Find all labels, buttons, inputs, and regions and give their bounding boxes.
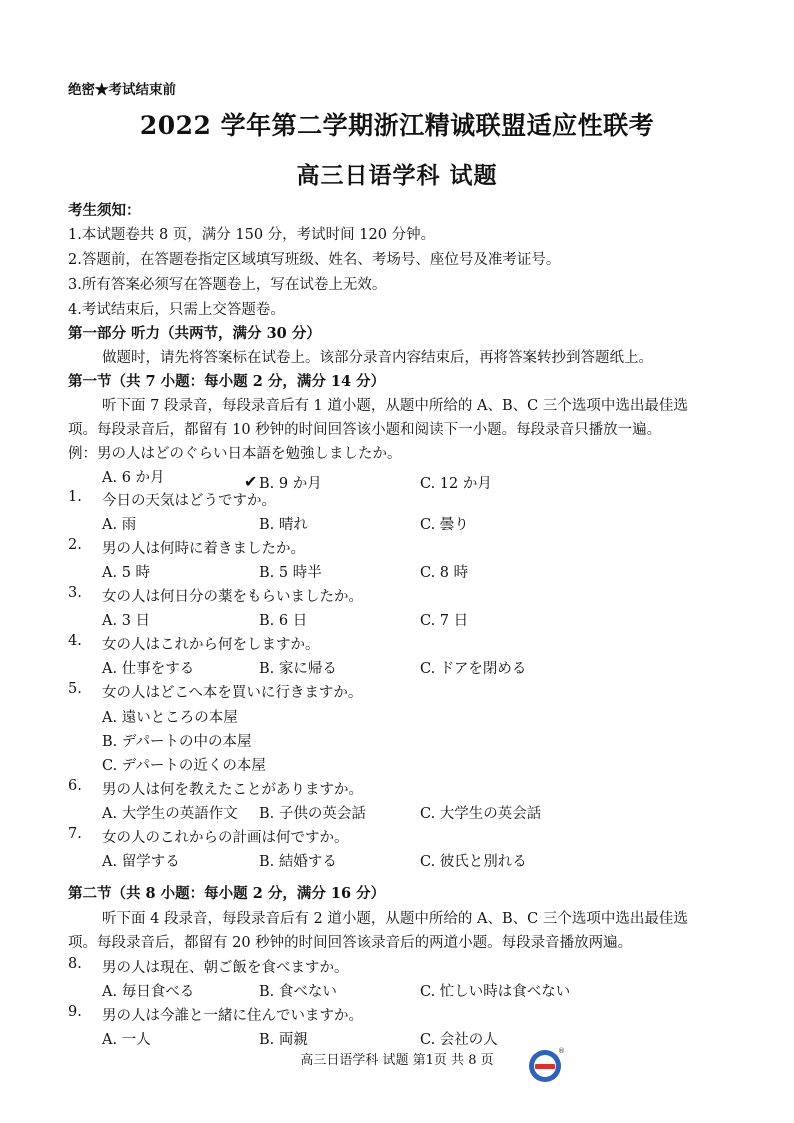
option-c: C. 曇り — [420, 517, 469, 533]
question-number: 7. — [68, 826, 82, 842]
publisher-logo-icon — [526, 1045, 564, 1083]
option-a: A. 3 日 — [102, 613, 151, 629]
option-b: B. 両親 — [259, 1032, 308, 1048]
option-b: B. 食べない — [259, 984, 337, 1000]
notice-heading: 考生须知： — [68, 202, 141, 219]
question-number: 5. — [68, 681, 82, 697]
question-text: 男の人は現在、朝ご飯を食べますか。 — [102, 960, 349, 976]
option-c: C. 7 日 — [420, 613, 469, 629]
option-c: C. 8 時 — [420, 565, 469, 581]
logo-registered-mark: ® — [558, 1047, 565, 1055]
example-question: 例：男の人はどのぐらい日本語を勉強しましたか。 — [68, 446, 402, 462]
section2-instruction-line2: 项。每段录音后，都留有 20 秒钟的时间回答该录音后的两道小题。每段录音播放两遍。 — [68, 935, 633, 951]
question-number: 1. — [68, 489, 82, 505]
question-text: 男の人は今誰と一緒に住んでいますか。 — [102, 1008, 363, 1024]
question-number: 9. — [68, 1004, 82, 1020]
option-a: A. 留学する — [102, 854, 180, 870]
exam-subtitle: 高三日语学科 试题 — [296, 162, 498, 189]
option-a: A. 雨 — [102, 517, 137, 533]
question-number: 4. — [68, 633, 82, 649]
option-a: A. 一人 — [102, 1032, 151, 1048]
option-b: B. 6 日 — [259, 613, 308, 629]
question-number: 8. — [68, 956, 82, 972]
section2-instruction-line1: 听下面 4 段录音，每段录音后有 2 道小题，从题中所给的 A、B、C 三个选项中选出最佳选 — [102, 911, 688, 927]
option-c: C. 会社の人 — [420, 1032, 498, 1048]
notice-item-4: 4.考试结束后，只需上交答题卷。 — [68, 302, 285, 318]
option-c: C. 忙しい時は食べない — [420, 984, 571, 1000]
option-b: B. 晴れ — [259, 517, 308, 533]
option-c: C. ドアを閉める — [420, 661, 527, 677]
question-text: 女の人のこれからの計画は何ですか。 — [102, 830, 349, 846]
logo-band — [535, 1064, 555, 1069]
option-b: B. デパートの中の本屋 — [102, 734, 252, 750]
option-c: C. 大学生の英会話 — [420, 806, 542, 822]
section1-instruction-line2: 项。每段录音后，都留有 10 秒钟的时间回答该小题和阅读下一小题。每段录音只播放一遍。 — [68, 422, 662, 438]
question-number: 2. — [68, 537, 82, 553]
option-b: B. 子供の英会話 — [259, 806, 366, 822]
notice-item-2: 2.答题前，在答题卷指定区域填写班级、姓名、考场号、座位号及准考证号。 — [68, 252, 561, 268]
question-text: 女の人はどこへ本を買いに行きますか。 — [102, 685, 363, 701]
example-option-c: C. 12 か月 — [420, 476, 492, 492]
option-a: A. 遠いところの本屋 — [102, 710, 238, 726]
confidential-label: 绝密★考试结束前 — [68, 82, 176, 98]
question-text: 男の人は何を教えたことがありますか。 — [102, 782, 363, 798]
option-a: A. 大学生の英語作文 — [102, 806, 238, 822]
question-number: 3. — [68, 585, 82, 601]
option-a: A. 5 時 — [102, 565, 151, 581]
section2-heading: 第二节（共 8 小题：每小题 2 分，满分 16 分） — [68, 885, 386, 902]
example-option-b: B. 9 か月 — [259, 476, 322, 492]
question-text: 男の人は何時に着きましたか。 — [102, 541, 305, 557]
part1-instruction: 做题时，请先将答案标在试卷上。该部分录音内容结束后，再将答案转抄到答题纸上。 — [102, 350, 653, 366]
option-b: B. 結婚する — [259, 854, 337, 870]
question-text: 女の人はこれから何をしますか。 — [102, 637, 320, 653]
question-text: 女の人は何日分の薬をもらいましたか。 — [102, 589, 363, 605]
question-number: 6. — [68, 778, 82, 794]
option-c: C. 彼氏と別れる — [420, 854, 527, 870]
option-a: A. 毎日食べる — [102, 984, 195, 1000]
option-b: B. 5 時半 — [259, 565, 322, 581]
option-a: A. 仕事をする — [102, 661, 195, 677]
option-b: B. 家に帰る — [259, 661, 337, 677]
example-option-a: A. 6 か月 — [102, 470, 165, 486]
page-footer: 高三日语学科 试题 第1页 共 8 页 — [300, 1053, 494, 1068]
exam-title: 2022 学年第二学期浙江精诚联盟适应性联考 — [139, 111, 655, 140]
section1-instruction-line1: 听下面 7 段录音，每段录音后有 1 道小题，从题中所给的 A、B、C 三个选项中选出最佳选 — [102, 398, 688, 414]
checkmark-icon: ✔ — [244, 472, 258, 491]
part1-heading: 第一部分 听力（共两节，满分 30 分） — [68, 325, 321, 342]
section1-heading: 第一节（共 7 小题：每小题 2 分，满分 14 分） — [68, 373, 386, 390]
notice-item-3: 3.所有答案必须写在答题卷上，写在试卷上无效。 — [68, 277, 387, 293]
question-text: 今日の天気はどうですか。 — [102, 493, 276, 509]
notice-item-1: 1.本试题卷共 8 页，满分 150 分，考试时间 120 分钟。 — [68, 227, 436, 243]
option-c: C. デパートの近くの本屋 — [102, 758, 266, 774]
